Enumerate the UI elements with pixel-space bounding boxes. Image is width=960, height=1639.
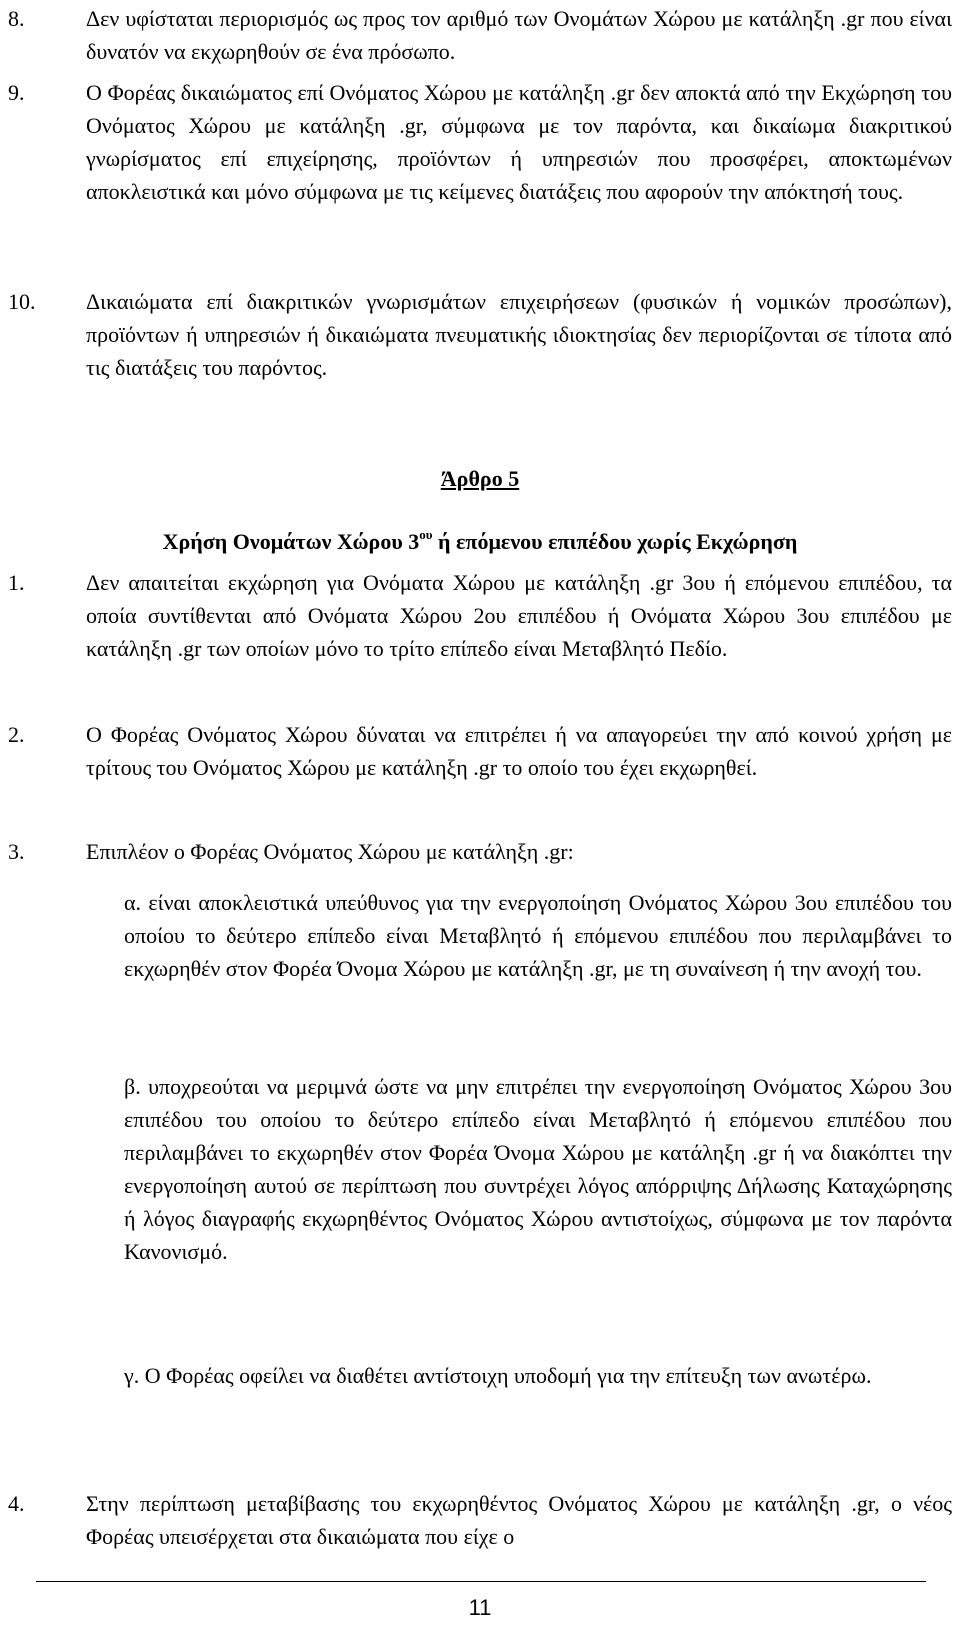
item-text: Ο Φορέας Ονόματος Χώρου δύναται να επιτρέπει ή να απαγορεύει την από κοινού χρήση με τρίτους του Ονόματος Χώρου με κατάληξη .gr το οποίο του έχει εκχωρηθεί.	[86, 722, 952, 780]
item-number: 10.	[8, 289, 36, 314]
footer-divider	[36, 1581, 926, 1582]
article-number: Άρθρο 5	[440, 466, 520, 491]
item-number: 8.	[8, 6, 25, 31]
item-text: Δεν υφίσταται περιορισμός ως προς τον αριθμό των Ονομάτων Χώρου με κατάληξη .gr που είναι δυνατόν να εκχωρηθούν σε ένα πρόσωπο.	[86, 6, 952, 64]
item-text: Ο Φορέας δικαιώματος επί Ονόματος Χώρου με κατάληξη .gr δεν αποκτά από την Εκχώρηση του Ονόματος Χώρου με κατάληξη .gr, σύμφωνα με τον παρόντα, και δικαίωμα διακριτικού γνωρίσματος επί επιχείρησης, προϊόντων ή υπηρεσιών που προσφέρει, αποκτωμένων αποκλειστικά και μόνο σύμφωνα με τις κείμενες διατάξεις που αφορούν την απόκτησή τους.	[86, 80, 952, 204]
item-text: Δεν απαιτείται εκχώρηση για Ονόματα Χώρου με κατάληξη .gr 3ου ή επόμενου επιπέδου, τα οποία συντίθενται από Ονόματα Χώρου 2ου επιπέδου ή Ονόματα Χώρου 3ου επιπέδου με κατάληξη .gr των οποίων μόνο το τρίτο επίπεδο είναι Μεταβλητό Πεδίο.	[86, 570, 952, 661]
article-heading	[0, 525, 960, 558]
subitem-text: β. υποχρεούται να μεριμνά ώστε να μην επιτρέπει την ενεργοποίηση Ονόματος Χώρου 3ου επιπέδου του οποίου το δεύτερο επίπεδο είναι Μεταβλητό ή επόμενου επιπέδου που περιλαμβάνει το εκχωρηθέν στον Φορέα Όνομα Χώρου με κατάληξη .gr ή να διακόπτει την ενεργοποίηση αυτού σε περίπτωση που συντρέχει λόγος απόρριψης Δήλωσης Καταχώρησης ή λόγος διαγραφής εκχωρηθέντος Ονόματος Χώρου αντιστοίχως, σύμφωνα με τον παρόντα Κανονισμό.	[124, 1074, 952, 1264]
page-number: 11	[468, 1595, 492, 1620]
article-heading-part2: ή επόμενου επιπέδου χωρίς Εκχώρηση	[432, 529, 798, 554]
subitem-text: α. είναι αποκλειστικά υπεύθυνος για την ενεργοποίηση Ονόματος Χώρου 3ου επιπέδου του οποίου το δεύτερο επίπεδο είναι Μεταβλητό ή επόμενου επιπέδου που περιλαμβάνει το εκχωρηθέν στον Φορέα Όνομα Χώρου με κατάληξη .gr, με τη συναίνεση ή την ανοχή του.	[124, 890, 952, 981]
item-number: 1.	[8, 570, 25, 595]
item-number: 4.	[8, 1491, 25, 1516]
article-heading-superscript: ου	[419, 527, 433, 542]
item-number: 3.	[8, 839, 25, 864]
item-text: Επιπλέον ο Φορέας Ονόματος Χώρου με κατάληξη .gr:	[86, 839, 574, 864]
article-title	[0, 462, 960, 495]
item-number: 2.	[8, 722, 25, 747]
item-number: 9.	[8, 80, 25, 105]
item-text: Στην περίπτωση μεταβίβασης του εκχωρηθέντος Ονόματος Χώρου με κατάληξη .gr, ο νέος Φορέας υπεισέρχεται στα δικαιώματα που είχε ο	[86, 1491, 952, 1549]
article-heading-part1: Χρήση Ονομάτων Χώρου 3	[162, 529, 420, 554]
subitem-text: γ. Ο Φορέας οφείλει να διαθέτει αντίστοιχη υποδομή για την επίτευξη των ανωτέρω.	[124, 1363, 872, 1388]
item-text: Δικαιώματα επί διακριτικών γνωρισμάτων επιχειρήσεων (φυσικών ή νομικών προσώπων), προϊόντων ή υπηρεσιών ή δικαιώματα πνευματικής ιδιοκτησίας δεν περιορίζονται σε τίποτα από τις διατάξεις του παρόντος.	[86, 289, 952, 380]
